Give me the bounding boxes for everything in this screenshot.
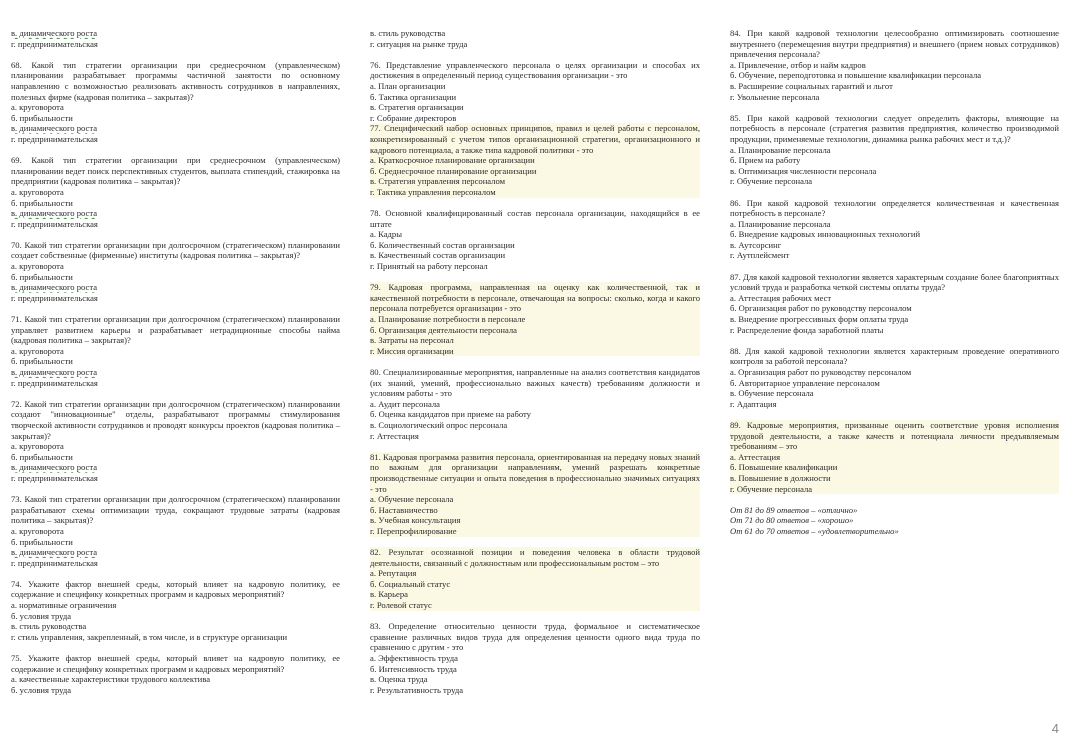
answer-option: б. Количественный состав организации (370, 239, 515, 250)
answer-option: в. Аутсорсинг (730, 239, 782, 250)
answer-option: в. Внедрение прогрессивных форм оплаты труда (730, 314, 909, 325)
answer-option: г. Принятый на работу персонал (370, 261, 488, 272)
question-text: 87. Для какой кадровой технологии является характерным создание более благоприятных условий труда и разработка четкой системы оплаты труда? (730, 271, 1059, 293)
answer-option: г. предпринимательская (11, 377, 98, 388)
answer-option: б. прибыльности (11, 536, 73, 547)
answer-option: б. Тактика организации (370, 91, 457, 102)
question-block (11, 240, 340, 304)
question-block (370, 123, 700, 197)
answer-option: в. Обучение персонала (730, 388, 814, 399)
answer-option: б. Организация работ по руководству персоналом (730, 303, 912, 314)
answer-option: г. Ролевой статус (370, 600, 432, 611)
question-block (11, 579, 340, 643)
question-text: 72. Какой тип стратегии организации при долгосрочном (стратегическом) планировании создают "инновационные" отделы, разрабатывают программы стимулирования творческой активности сотрудников и проводят конкурсы проектов (кадровая политика – закрытая)? (11, 398, 340, 441)
answer-option: г. предпринимательская (11, 472, 98, 483)
question-block (730, 420, 1059, 494)
question-text: 79. Кадровая программа, направленная на оценку как количественной, так и качественной потребности в персонале, отвечающая на вопросы: сколько, когда и какого персонала потребуется организации - это (370, 282, 700, 314)
answer-option: б. Среднесрочное планирование организации (370, 165, 537, 176)
answer-option: г. предпринимательская (11, 38, 98, 49)
question-text: 71. Какой тип стратегии организации при долгосрочном (стратегическом) планировании управляет развитием карьеры и разрабатывает нетрадиционные способы найма (кадровая политика – закрытая)? (11, 314, 340, 346)
answer-option: а. круговорота (11, 102, 64, 113)
answer-option: а. качественные характеристики трудового коллектива (11, 674, 211, 685)
question-text: 69. Какой тип стратегии организации при среднесрочном (управленческом) планировании ведет поиск перспективных студентов, выплата стипендий, стажировка на предприятии (кадровая политика – закрытая)? (11, 155, 340, 187)
question-block (11, 399, 340, 484)
answer-option: б. Авторитарное управление персоналом (730, 377, 880, 388)
question-text: 70. Какой тип стратегии организации при долгосрочном (стратегическом) планировании создает собственные (фирменные) институты (кадровая политика – закрытая)? (11, 239, 340, 261)
answer-option: б. Социальный статус (370, 578, 451, 589)
column-left (11, 28, 340, 706)
answer-option: б. Прием на работу (730, 155, 801, 166)
grading-line: От 71 до 80 ответов – «хорошо» (730, 515, 854, 526)
answer-option: а. План организации (370, 80, 446, 91)
question-block (370, 282, 700, 356)
question-block (11, 494, 340, 568)
question-block (730, 113, 1059, 187)
answer-option: г. предпринимательская (11, 557, 98, 568)
answer-option: г. Аутплейсмент (730, 250, 790, 261)
answer-option: а. Аттестация рабочих мест (730, 292, 832, 303)
answer-option: в. Затраты на персонал (370, 335, 454, 346)
answer-option: г. стиль управления, закрепленный, в том числе, и в структуре организации (11, 631, 288, 642)
answer-option: в. Карьера (370, 589, 408, 600)
question-block (730, 28, 1059, 102)
answer-option: в. динамического роста (11, 123, 98, 134)
question-text: 80. Специализированные мероприятия, направленные на анализ соответствия кандидатов (их знаний, умений, профессионально важных качеств) требованиям должности и условиям работы - это (370, 367, 700, 399)
answer-option: в. Стратегия управления персоналом (370, 176, 506, 187)
answer-option: б. Оценка кандидатов при приеме на работу (370, 409, 531, 420)
answer-option: г. Адаптация (730, 398, 777, 409)
page-number: 4 (1051, 721, 1059, 737)
answer-option: в. динамического роста (11, 282, 98, 293)
answer-option: в. стиль руководства (11, 621, 87, 632)
answer-option: а. нормативные ограничения (11, 600, 117, 611)
answer-option: в. Социологический опрос персонала (370, 419, 508, 430)
answer-option: г. Увольнение персонала (730, 91, 820, 102)
answer-option: г. Перепрофилирование (370, 525, 457, 536)
answer-option: а. Обучение персонала (370, 494, 454, 505)
question-text: 88. Для какой кадровой технологии является характерным проведение оперативного контроля за работой персонала? (730, 345, 1059, 367)
answer-option: г. Обучение персонала (730, 483, 813, 494)
question-text: 86. При какой кадровой технологии определяется количественная и качественная потребность в персонале? (730, 197, 1059, 219)
answer-option: г. предпринимательская (11, 218, 98, 229)
question-block (370, 208, 700, 272)
answer-option: б. прибыльности (11, 197, 73, 208)
answer-option: в. Учебная консультация (370, 515, 461, 526)
question-block (370, 60, 700, 124)
answer-option: в. динамического роста (11, 208, 98, 219)
answer-option: г. Распределение фонда заработной платы (730, 324, 884, 335)
answer-option: а. Аттестация (730, 451, 781, 462)
answer-option: г. предпринимательская (11, 292, 98, 303)
answer-option: г. Аттестация (370, 430, 419, 441)
column-right (730, 28, 1059, 537)
answer-option: г. Результативность труда (370, 684, 464, 695)
answer-option: г. Обучение персонала (730, 176, 813, 187)
answer-option: б. прибыльности (11, 112, 73, 123)
question-text: 81. Кадровая программа развития персонала, ориентированная на передачу новых знаний по важным для организации направлениям, умений разрешать конкретные производственные ситуации и опыта поведения в профессионально значимых ситуациях - это (370, 451, 700, 494)
answer-option: б. Наставничество (370, 504, 438, 515)
answer-option: в. Качественный состав организации (370, 250, 506, 261)
answer-option: а. Планирование потребности в персонале (370, 314, 526, 325)
question-text: 84. При какой кадровой технологии целесообразно оптимизировать соотношение внутреннего (перемещения внутри предприятия) и внешнего (прием новых сотрудников) привлечения персонала? (730, 28, 1059, 60)
question-text: 89. Кадровые мероприятия, призванные оценить соответствие уровня исполнения трудовой деятельности, а также качеств и потенциала личности предъявляемым требованиям – это (730, 419, 1059, 452)
answer-option: а. Планирование персонала (730, 218, 831, 229)
answer-option: в. Повышение в должности (730, 472, 831, 483)
question-block (11, 653, 340, 695)
question-block (370, 28, 700, 49)
question-block (730, 346, 1059, 410)
question-text: 82. Результат осознанной позиции и поведения человека в области трудовой деятельности, связанный с должностным или профессиональным ростом – это (370, 547, 700, 568)
answer-option: а. Привлечение, отбор и найм кадров (730, 59, 866, 70)
question-block (730, 272, 1059, 336)
answer-option: в. Оценка труда (370, 674, 428, 685)
answer-option: г. Собрание директоров (370, 112, 457, 123)
question-text: 74. Укажите фактор внешней среды, который влияет на кадровую политику, ее содержание и специфику конкретных программ и кадровых мероприятий? (11, 578, 340, 600)
question-block (11, 28, 340, 49)
column-middle (370, 28, 700, 706)
answer-option: а. Аудит персонала (370, 398, 440, 409)
answer-option: б. Обучение, переподготовка и повышение квалификации персонала (730, 70, 982, 81)
question-text: 78. Основной квалифицированный состав персонала организации, находящийся в ее штате (370, 208, 700, 229)
grading-scale (730, 505, 1059, 537)
question-block (11, 314, 340, 388)
answer-option: в. Оптимизация численности персонала (730, 165, 877, 176)
question-block (370, 452, 700, 537)
answer-option: в. Стратегия организации (370, 102, 464, 113)
answer-option: а. Репутация (370, 568, 417, 579)
answer-option: а. Кадры (370, 229, 402, 240)
question-block (370, 367, 700, 441)
answer-option: а. круговорота (11, 441, 64, 452)
answer-option: в. динамического роста (11, 462, 98, 473)
answer-option: а. круговорота (11, 345, 64, 356)
answer-option: в. динамического роста (11, 28, 98, 38)
answer-option: а. Краткосрочное планирование организации (370, 155, 535, 166)
question-block (11, 155, 340, 229)
answer-option: в. динамического роста (11, 547, 98, 558)
answer-option: г. предпринимательская (11, 133, 98, 144)
answer-option: в. динамического роста (11, 367, 98, 377)
answer-option: а. Планирование персонала (730, 144, 831, 155)
answer-option: б. прибыльности (11, 356, 73, 367)
answer-option: г. ситуация на рынке труда (370, 38, 468, 49)
question-text: 75. Укажите фактор внешней среды, который влияет на кадровую политику, ее содержание и специфику конкретных программ и кадровых мероприятий? (11, 653, 340, 674)
answer-option: б. прибыльности (11, 271, 73, 282)
answer-option: а. Организация работ по руководству персоналом (730, 367, 912, 377)
answer-option: в. Расширение социальных гарантий и льгот (730, 80, 893, 91)
answer-option: г. Миссия организации (370, 345, 454, 356)
answer-option: б. Организация деятельности персонала (370, 324, 517, 335)
question-block (11, 60, 340, 145)
answer-option: а. Эффективность труда (370, 653, 458, 664)
answer-option: б. Внедрение кадровых инновационных технологий (730, 229, 921, 240)
question-text: 68. Какой тип стратегии организации при среднесрочном (управленческом) планировании разрабатывает программы частичной занятости по основному направлению с возможностью реализовать активность сотрудников в направлениях, полезных фирме (кадровая политика – закрытая)? (11, 59, 340, 102)
answer-option: б. прибыльности (11, 451, 73, 462)
answer-option: б. условия труда (11, 610, 72, 621)
grading-line: От 61 до 70 ответов – «удовлетворительно» (730, 525, 899, 536)
question-text: 83. Определение относительно ценности труда, формальное и систематическое сравнение различных видов труда для определения ценности одного вида труда по сравнению с другим - это (370, 621, 700, 653)
answer-option: б. Повышение квалификации (730, 462, 838, 473)
answer-option: г. Тактика управления персоналом (370, 186, 496, 197)
question-block (370, 547, 700, 611)
answer-option: а. круговорота (11, 261, 64, 272)
question-block (370, 621, 700, 695)
question-text: 77. Специфический набор основных принципов, правил и целей работы с персоналом, конкретизированный с учетом типов организационной стратегии, организационного и кадрового потенциала, а также типа кадровой политики - это (370, 123, 700, 155)
answer-option: в. стиль руководства (370, 28, 446, 38)
answer-option: б. Интенсивность труда (370, 663, 457, 674)
answer-option: б. условия труда (11, 684, 72, 695)
question-text: 73. Какой тип стратегии организации при долгосрочном (стратегическом) планировании разрабатывают схемы оптимизации труда, сокращают трудовые затраты (кадровая политика – закрытая)? (11, 494, 340, 526)
question-block (730, 198, 1059, 262)
answer-option: а. круговорота (11, 186, 64, 197)
question-text: 85. При какой кадровой технологии следует определить факторы, влияющие на потребность в персонале (стратегия развития предприятия, количество производимой продукции, применяемые технологии, динамика рынка рабочих мест и т.д.)? (730, 112, 1059, 144)
question-text: 76. Представление управленческого персонала о целях организации и способах их достижения в определенный период существования организации - это (370, 59, 700, 81)
grading-line: От 81 до 89 ответов – «отлично» (730, 504, 858, 515)
answer-option: а. круговорота (11, 525, 64, 536)
